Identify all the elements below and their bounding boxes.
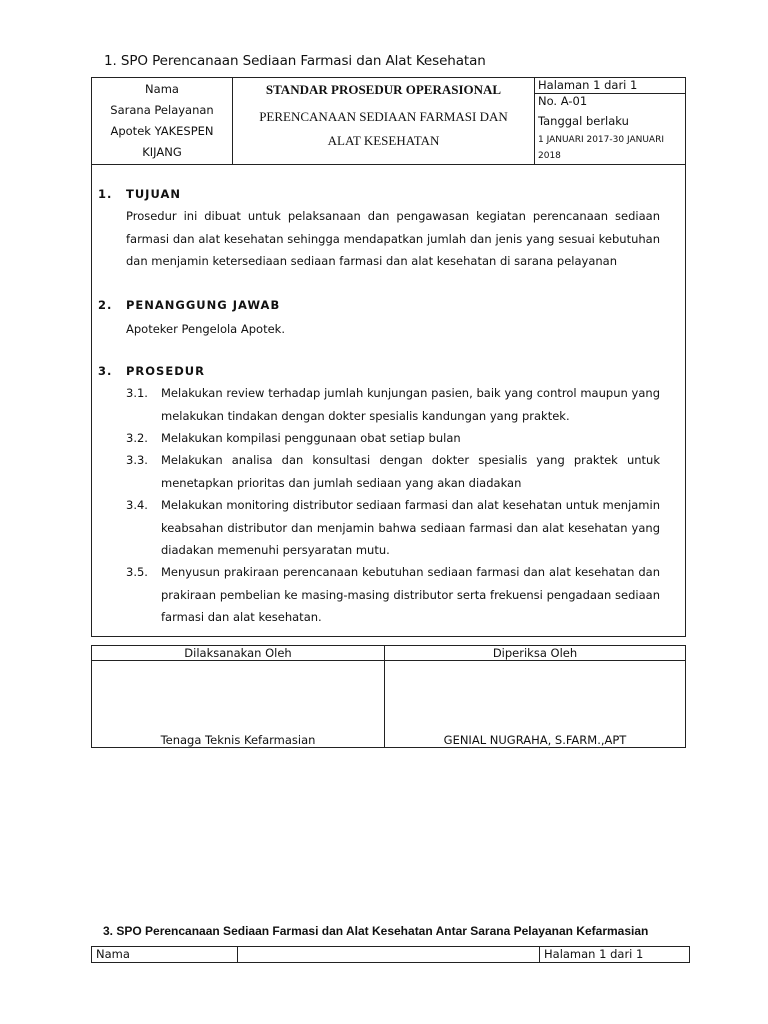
checked-by-cell [385, 661, 686, 748]
section-title: PROSEDUR [126, 364, 205, 378]
executed-by-name: Tenaga Teknis Kefarmasian [160, 733, 316, 747]
facility-name-label: Nama [145, 82, 179, 96]
checked-by-name: GENIAL NUGRAHA, S.FARM.,APT [443, 733, 627, 747]
section-prosedur-heading [98, 364, 205, 378]
signature-body-row [92, 661, 686, 748]
title-cell [233, 78, 535, 165]
section-penanggung-heading [98, 298, 280, 312]
step-text: Melakukan review terhadap jumlah kunjungan pasien, baik yang control maupun yang melakukan tindakan dengan dokter spesialis kandungan yang praktek. [161, 386, 660, 423]
step-text: Menyusun prakiraan perencanaan kebutuhan sediaan farmasi dan alat kesehatan dan prakiraan pembelian ke masing-masing distributor serta frekuensi pengadaan sediaan farmasi dan alat kesehatan. [161, 565, 660, 624]
step-text: Melakukan kompilasi penggunaan obat setiap bulan [161, 431, 461, 445]
facility-location: KIJANG [142, 145, 182, 159]
facility-type: Sarana Pelayanan [110, 103, 214, 117]
step-number: 3.3. [126, 453, 148, 467]
spo-header-row [92, 78, 686, 165]
procedure-step [126, 494, 660, 562]
section-number: 3. [98, 364, 113, 378]
checked-by-label: Diperiksa Oleh [385, 646, 686, 661]
section-tujuan-heading [98, 187, 181, 201]
signature-table [91, 645, 686, 748]
section-number: 1. [98, 187, 113, 201]
spo-table-2 [91, 946, 690, 963]
effective-date-line1: 1 JANUARI 2017-30 JANUARI [538, 135, 664, 145]
section-penanggung-text: Apoteker Pengelola Apotek. [126, 322, 285, 336]
spo-body [92, 165, 686, 637]
step-number: 3.1. [126, 386, 148, 400]
step-number: 3.2. [126, 431, 148, 445]
section-tujuan-text: Prosedur ini dibuat untuk pelaksanaan dan pengawasan kegiatan perencanaan sediaan farmasi dan alat kesehatan sehingga mendapatkan jumlah dan jenis yang sesuai kebutuhan dan menjamin ketersediaan sediaan farmasi dan alat kesehatan di sarana pelayanan [126, 209, 660, 268]
section-number: 2. [98, 298, 113, 312]
spo2-title-cell [238, 947, 540, 963]
spo2-name-label: Nama [92, 947, 238, 963]
document-heading-1: 1. SPO Perencanaan Sediaan Farmasi dan Alat Kesehatan [104, 53, 486, 69]
step-text: Melakukan monitoring distributor sediaan farmasi dan alat kesehatan untuk menjamin keabsahan distributor dan menjamin bahwa sediaan farmasi dan alat kesehatan yang diadakan memenuhi persyaratan mutu. [161, 498, 660, 557]
spo-subtitle-line1: PERENCANAAN SEDIAAN FARMASI DAN [259, 109, 508, 124]
executed-by-cell [92, 661, 385, 748]
spo-body-row [92, 165, 686, 637]
doc-number: No. A-01 [538, 94, 588, 108]
facility-cell [92, 78, 233, 165]
section-title: PENANGGUNG JAWAB [126, 298, 281, 312]
effective-label: Tanggal berlaku [538, 114, 629, 128]
spo2-page-number: Halaman 1 dari 1 [540, 947, 690, 963]
procedure-step [126, 382, 660, 427]
document-heading-3: 3. SPO Perencanaan Sediaan Farmasi dan Alat Kesehatan Antar Sarana Pelayanan Kefarmasian [103, 924, 649, 938]
spo-table [91, 77, 686, 637]
executed-by-label: Dilaksanakan Oleh [92, 646, 385, 661]
section-title: TUJUAN [126, 187, 181, 201]
procedure-step [126, 561, 660, 629]
spo-subtitle-line2: ALAT KESEHATAN [327, 133, 440, 148]
step-number: 3.5. [126, 565, 148, 579]
procedure-step [126, 449, 660, 494]
effective-date-line2: 2018 [538, 151, 561, 161]
spo2-header-row [92, 947, 690, 963]
facility-name: Apotek YAKESPEN [110, 124, 214, 138]
signature-header-row [92, 646, 686, 661]
step-number: 3.4. [126, 498, 148, 512]
procedure-step [126, 427, 660, 450]
page-number: Halaman 1 dari 1 [535, 78, 685, 94]
step-text: Melakukan analisa dan konsultasi dengan dokter spesialis yang praktek untuk menetapkan prioritas dan jumlah sediaan yang akan diadakan [161, 453, 660, 490]
meta-cell [535, 78, 686, 165]
spo-title: STANDAR PROSEDUR OPERASIONAL [265, 82, 502, 97]
